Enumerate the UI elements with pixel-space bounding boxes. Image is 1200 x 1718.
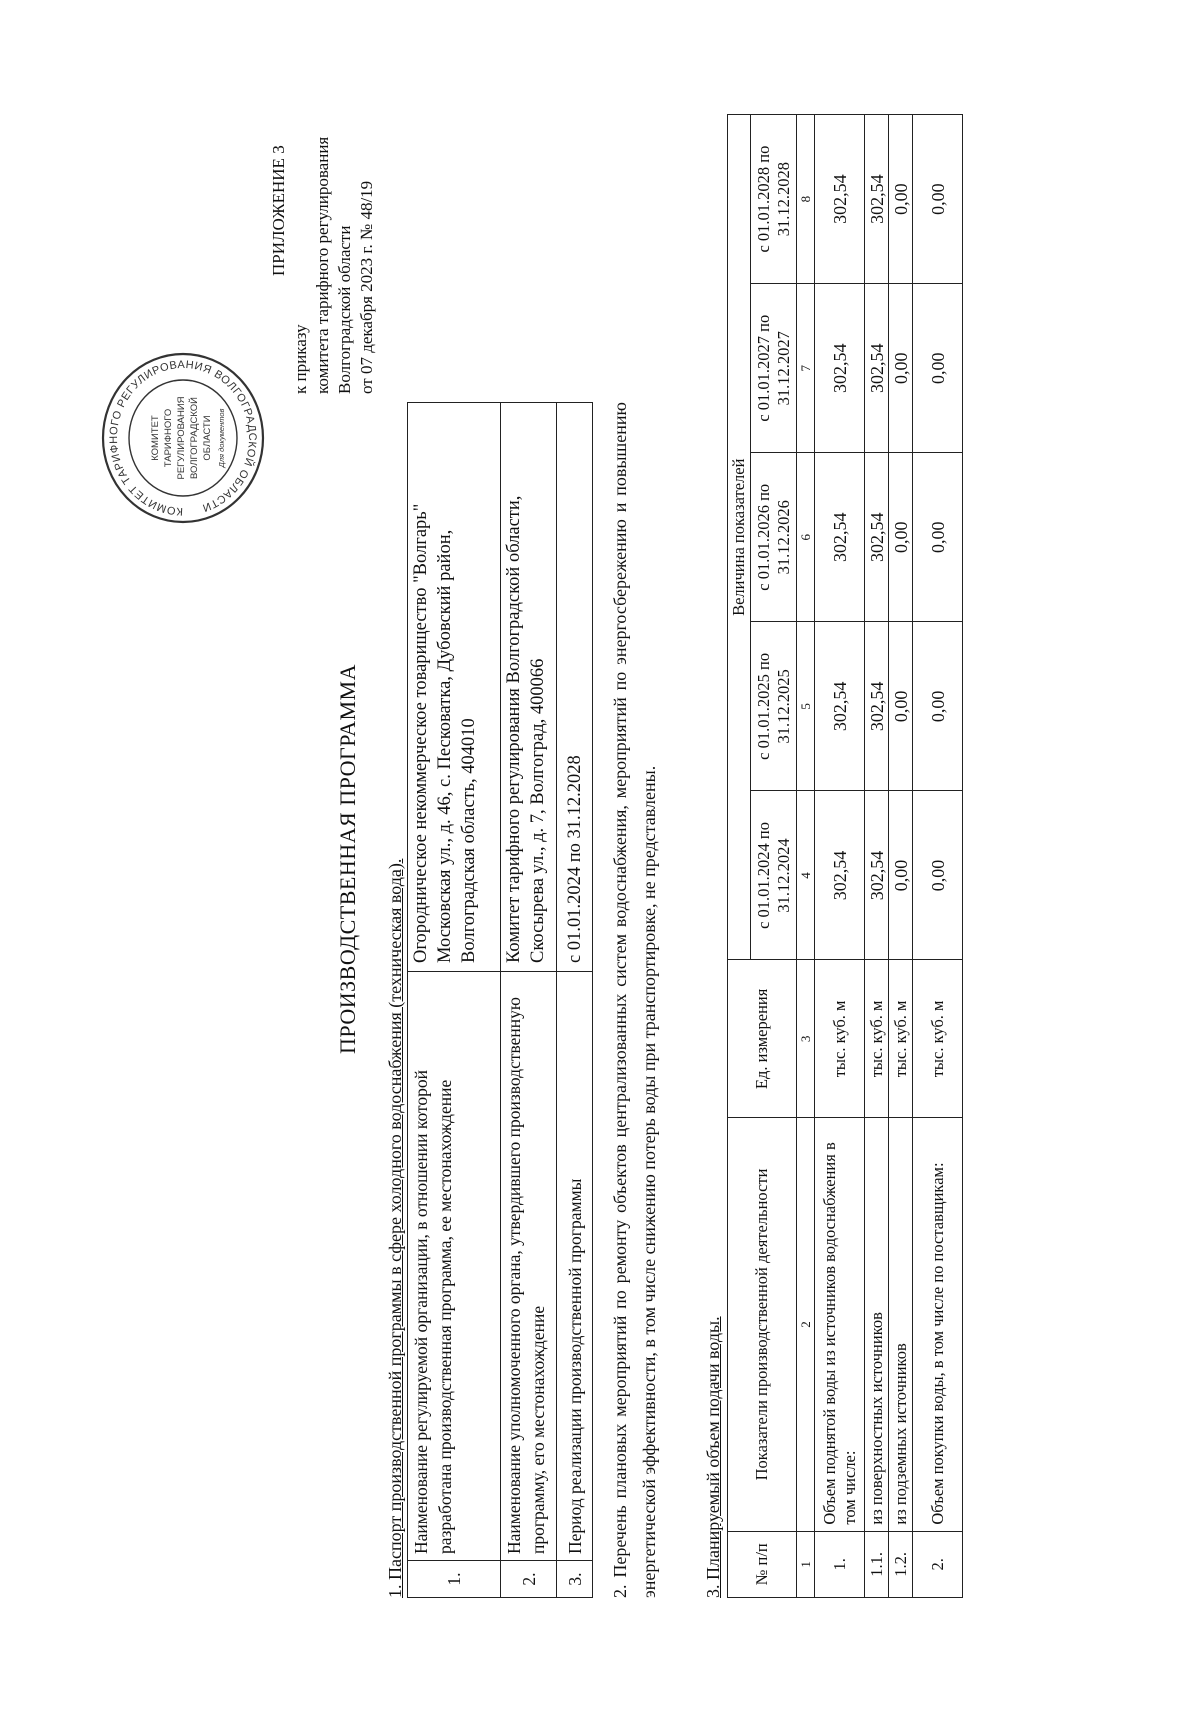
- row-value: 302,54: [865, 453, 889, 622]
- row-number: 1.: [815, 1531, 865, 1597]
- row-label: Наименование регулируемой организации, в отношении которой разработана производственная программа, ее местонахождение: [408, 972, 501, 1561]
- row-value: 302,54: [865, 791, 889, 960]
- column-index: 2: [797, 1118, 815, 1531]
- table-row: [815, 115, 865, 1598]
- row-value: 302,54: [815, 791, 865, 960]
- row-number: 1.: [408, 1561, 501, 1598]
- col-header-period: с 01.01.2028 по 31.12.2028: [751, 115, 797, 284]
- appendix-label: ПРИЛОЖЕНИЕ 3: [269, 145, 288, 276]
- col-header-period: с 01.01.2025 по 31.12.2025: [751, 622, 797, 791]
- water-volume-table: [727, 114, 963, 1598]
- row-value: Комитет тарифного регулирования Волгоградской области, Скосырева ул., д. 7, Волгоград, 400066: [501, 403, 557, 972]
- row-indicator: из подземных источников: [889, 1118, 913, 1531]
- stamp-ring-text: КОМИТЕТ ТАРИФНОГО РЕГУЛИРОВАНИЯ ВОЛГОГРАДСКОЙ ОБЛАСТИ: [107, 358, 259, 518]
- column-index: 6: [797, 453, 815, 622]
- section3-heading: 3. Планируемый объем подачи воды.: [703, 1316, 723, 1598]
- row-indicator: Объем покупки воды, в том числе по поставщикам:: [913, 1118, 963, 1531]
- col-header-period: с 01.01.2026 по 31.12.2026: [751, 453, 797, 622]
- row-value: 0,00: [889, 115, 913, 284]
- stamp-center-line: ТАРИФНОГО: [163, 408, 174, 468]
- row-value: с 01.01.2024 по 31.12.2028: [557, 403, 593, 972]
- row-value: 302,54: [815, 622, 865, 791]
- row-label: Наименование уполномоченного органа, утвердившего производственную программу, его местонахождение: [501, 972, 557, 1561]
- row-unit: тыс. куб. м: [815, 960, 865, 1118]
- column-index-row: [797, 115, 815, 1598]
- stamp-center-line: ОБЛАСТИ: [202, 415, 213, 461]
- stamp-center-line: РЕГУЛИРОВАНИЯ: [176, 396, 187, 480]
- stamp-center-line: КОМИТЕТ: [150, 415, 161, 461]
- table-header-row: [728, 115, 751, 1598]
- row-value: 0,00: [913, 791, 963, 960]
- stamp-small-text: Для документов: [217, 408, 226, 468]
- row-value: 0,00: [913, 622, 963, 791]
- row-value: 0,00: [889, 791, 913, 960]
- row-indicator: Объем поднятой воды из источников водоснабжения в том числе:: [815, 1118, 865, 1531]
- table-row: [501, 403, 557, 1598]
- stamp-center-line: ВОЛГОГРАДСКОЙ: [189, 397, 200, 479]
- region-line: Волгоградской области: [335, 225, 354, 394]
- row-unit: тыс. куб. м: [913, 960, 963, 1118]
- row-value: 302,54: [865, 284, 889, 453]
- column-index: 1: [797, 1531, 815, 1597]
- approval-header: [268, 14, 378, 394]
- row-label: Период реализации производственной программы: [557, 972, 593, 1561]
- row-unit: тыс. куб. м: [889, 960, 913, 1118]
- row-value: 302,54: [815, 284, 865, 453]
- official-stamp: [98, 346, 268, 530]
- row-value: 0,00: [913, 284, 963, 453]
- order-line: к приказу: [291, 324, 310, 394]
- column-index: 7: [797, 284, 815, 453]
- row-value: 0,00: [889, 622, 913, 791]
- col-header-group: Величина показателей: [728, 115, 751, 960]
- col-header-period: с 01.01.2027 по 31.12.2027: [751, 284, 797, 453]
- passport-table: [407, 402, 593, 1598]
- row-number: 2.: [913, 1531, 963, 1597]
- column-index: 3: [797, 960, 815, 1118]
- section1-heading: 1. Паспорт производственной программы в сфере холодного водоснабжения (техническая вода).: [385, 858, 405, 1598]
- table-row: [408, 403, 501, 1598]
- row-value: 0,00: [889, 284, 913, 453]
- col-header-indicator: Показатели производственной деятельности: [728, 1118, 797, 1531]
- table-row: [557, 403, 593, 1598]
- table-row: [865, 115, 889, 1598]
- order-date-number: от 07 декабря 2023 г. № 48/19: [357, 180, 376, 394]
- table-row: [913, 115, 963, 1598]
- row-value: 302,54: [865, 115, 889, 284]
- row-value: 0,00: [913, 453, 963, 622]
- row-unit: тыс. куб. м: [865, 960, 889, 1118]
- row-value: 0,00: [913, 115, 963, 284]
- row-number: 2.: [501, 1561, 557, 1598]
- row-indicator: из поверхностных источников: [865, 1118, 889, 1531]
- row-number: 3.: [557, 1561, 593, 1598]
- row-value: 0,00: [889, 453, 913, 622]
- table-row: [889, 115, 913, 1598]
- row-value: 302,54: [865, 622, 889, 791]
- row-number: 1.1.: [865, 1531, 889, 1597]
- row-number: 1.2.: [889, 1531, 913, 1597]
- row-value: Огородническое некоммерческое товарищество "Волгарь" Московская ул., д. 46, с. Песковатка, Дубовский район, Волгоградская область, 404010: [408, 403, 501, 972]
- row-value: 302,54: [815, 115, 865, 284]
- column-index: 4: [797, 791, 815, 960]
- col-header-unit: Ед. измерения: [728, 960, 797, 1118]
- committee-line: комитета тарифного регулирования: [313, 136, 332, 394]
- column-index: 5: [797, 622, 815, 791]
- document-title: ПРОИЗВОДСТВЕННАЯ ПРОГРАММА: [335, 663, 360, 1055]
- section2-text: 2. Перечень плановых мероприятий по ремонту объектов централизованных систем водоснабжения, мероприятий по энергосбережению и повышению энергетической эффективности, в том числе снижению потерь воды при транспортировке, не представлены.: [610, 402, 659, 1598]
- col-header-number: № п/п: [728, 1531, 797, 1597]
- col-header-period: с 01.01.2024 по 31.12.2024: [751, 791, 797, 960]
- row-value: 302,54: [815, 453, 865, 622]
- column-index: 8: [797, 115, 815, 284]
